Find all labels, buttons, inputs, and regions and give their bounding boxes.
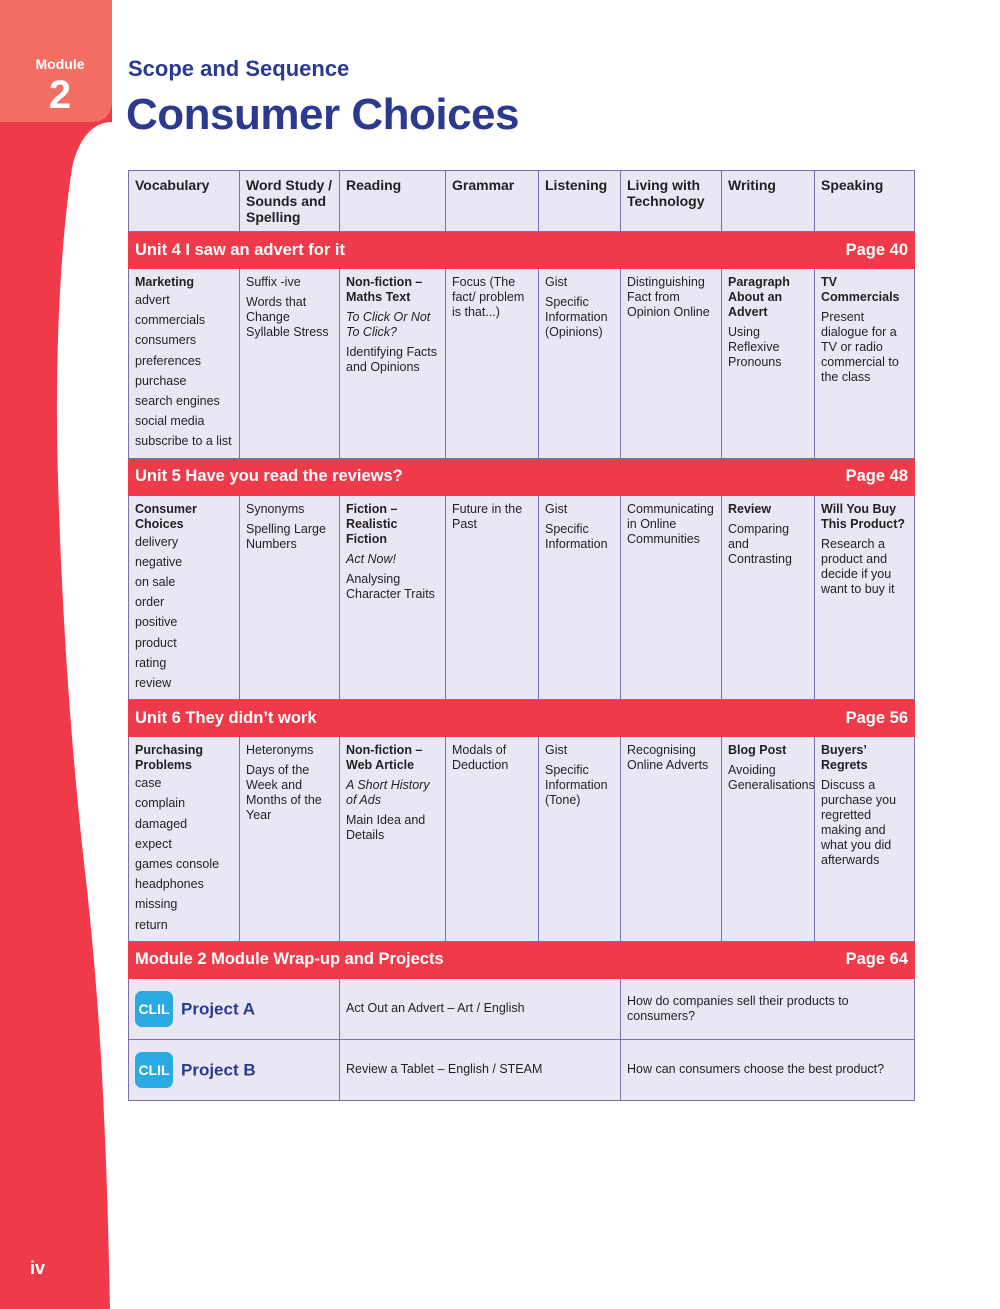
speaking-cell <box>815 269 915 459</box>
listening-item: Specific Information (Opinions) <box>545 295 608 339</box>
project-name-cell <box>129 1039 340 1100</box>
reading-cell <box>340 269 446 459</box>
speaking-cell <box>815 737 915 942</box>
project-activity: Act Out an Advert – Art / English <box>340 978 621 1039</box>
sidebar-decoration <box>0 0 112 1309</box>
writing-skill: Avoiding Generalisations <box>728 763 815 793</box>
page-subtitle: Scope and Sequence <box>128 56 350 81</box>
vocabulary-word: positive <box>135 615 178 630</box>
vocabulary-word: preferences <box>135 353 202 368</box>
writing-cell <box>722 495 815 700</box>
unit-title: Unit 5 Have you read the reviews? <box>135 467 403 486</box>
vocabulary-word: search engines <box>135 394 220 409</box>
vocabulary-topic: Marketing <box>135 275 195 289</box>
word-study-item: Synonyms <box>246 501 305 516</box>
grammar-item: Modals of Deduction <box>452 743 509 773</box>
word-study-item: Spelling Large Numbers <box>246 521 326 551</box>
vocabulary-word: rating <box>135 655 167 670</box>
vocabulary-word: review <box>135 676 172 691</box>
word-study-item: Suffix -ive <box>246 275 301 289</box>
word-study-cell <box>240 495 340 700</box>
speaking-text: Present dialogue for a TV or radio commercial to the class <box>821 310 899 384</box>
vocabulary-topic: Purchasing Problems <box>135 743 204 773</box>
word-study-item: Words that Change Syllable Stress <box>246 295 329 339</box>
unit-row <box>129 269 915 459</box>
technology-item: Recognising Online Adverts <box>627 743 709 773</box>
scope-table <box>128 170 915 1101</box>
vocabulary-word: consumers <box>135 333 197 348</box>
vocabulary-word: return <box>135 917 168 932</box>
reading-title: To Click Or Not To Click? <box>346 310 431 339</box>
writing-cell <box>722 737 815 942</box>
clil-badge-icon: CLIL <box>135 1052 173 1088</box>
reading-skill: Main Idea and Details <box>346 813 426 843</box>
vocabulary-cell <box>129 737 240 942</box>
vocabulary-word: complain <box>135 796 186 811</box>
listening-cell <box>539 495 621 700</box>
module-label: Module <box>35 56 85 72</box>
vocabulary-word: subscribe to a list <box>135 434 232 449</box>
writing-task: Review <box>728 501 772 516</box>
vocabulary-word: expect <box>135 836 172 851</box>
reading-genre: Fiction – Realistic Fiction <box>346 501 398 546</box>
grammar-item: Future in the Past <box>452 501 523 531</box>
column-header: Listening <box>539 171 621 232</box>
wrapup-header <box>129 941 915 978</box>
reading-title: Act Now! <box>346 551 397 566</box>
project-row <box>129 1039 915 1100</box>
unit-page: Page 56 <box>845 708 908 727</box>
vocabulary-word: delivery <box>135 534 179 549</box>
column-header: Grammar <box>446 171 539 232</box>
vocabulary-word: on sale <box>135 575 176 590</box>
unit-header <box>129 458 915 495</box>
reading-skill: Identifying Facts and Opinions <box>346 345 438 374</box>
unit-title: Unit 4 I saw an advert for it <box>135 240 345 259</box>
reading-skill: Analysing Character Traits <box>346 571 435 601</box>
technology-item: Distinguishing Fact from Opinion Online <box>627 275 710 319</box>
vocabulary-word: commercials <box>135 313 206 328</box>
vocabulary-word: headphones <box>135 877 204 892</box>
speaking-task: Will You Buy This Product? <box>821 501 906 531</box>
project-name: Project B <box>181 1060 256 1080</box>
unit-title: Unit 6 They didn’t work <box>135 708 317 727</box>
column-header: Vocabulary <box>129 171 240 232</box>
column-header-row <box>129 171 915 232</box>
project-question: How do companies sell their products to consumers? <box>621 978 915 1039</box>
grammar-cell <box>446 495 539 700</box>
speaking-text: Discuss a purchase you regretted making and what you did afterwards <box>821 778 897 868</box>
unit-header <box>129 232 915 269</box>
listening-item: Gist <box>545 501 568 516</box>
vocabulary-word: damaged <box>135 816 188 831</box>
writing-cell <box>722 269 815 459</box>
page-title: Consumer Choices <box>126 90 519 139</box>
reading-cell <box>340 495 446 700</box>
module-number: 2 <box>48 73 72 117</box>
project-question: How can consumers choose the best product? <box>621 1039 915 1100</box>
vocabulary-word: negative <box>135 554 183 569</box>
speaking-cell <box>815 495 915 700</box>
vocabulary-word: social media <box>135 414 205 429</box>
listening-item: Specific Information <box>545 521 608 551</box>
listening-item: Specific Information (Tone) <box>545 763 608 808</box>
grammar-cell <box>446 737 539 942</box>
speaking-text: Research a product and decide if you want to buy it <box>821 536 895 596</box>
unit-page: Page 40 <box>845 240 908 259</box>
writing-skill: Comparing and Contrasting <box>728 521 792 566</box>
project-activity: Review a Tablet – English / STEAM <box>340 1039 621 1100</box>
vocabulary-word: games console <box>135 857 220 872</box>
project-name-cell <box>129 978 340 1039</box>
vocabulary-word: product <box>135 635 177 650</box>
reading-genre: Non-fiction – Web Article <box>346 743 423 773</box>
grammar-cell <box>446 269 539 459</box>
column-header: Word Study / Sounds and Spelling <box>240 171 340 232</box>
word-study-item: Days of the Week and Months of the Year <box>246 763 322 823</box>
column-header: Speaking <box>815 171 915 232</box>
writing-task: Blog Post <box>728 743 787 758</box>
listening-cell <box>539 737 621 942</box>
technology-cell <box>621 269 722 459</box>
unit-header <box>129 700 915 737</box>
clil-badge-icon: CLIL <box>135 991 173 1027</box>
grammar-item: Focus (The fact/ problem is that...) <box>452 275 525 319</box>
reading-cell <box>340 737 446 942</box>
wrapup-title: Module 2 Module Wrap-up and Projects <box>135 950 444 969</box>
vocabulary-word: purchase <box>135 373 187 388</box>
reading-genre: Non-fiction – Maths Text <box>346 275 423 304</box>
module-tab <box>0 0 112 122</box>
writing-skill: Using Reflexive Pronouns <box>728 325 782 369</box>
listening-item: Gist <box>545 743 568 758</box>
vocabulary-word: missing <box>135 897 178 912</box>
word-study-cell <box>240 269 340 459</box>
vocabulary-word: case <box>135 776 162 791</box>
technology-item: Communicating in Online Communities <box>627 501 714 546</box>
column-header: Reading <box>340 171 446 232</box>
unit-page: Page 48 <box>845 467 908 486</box>
listening-cell <box>539 269 621 459</box>
speaking-task: TV Commercials <box>821 275 900 304</box>
vocabulary-word: advert <box>135 293 170 307</box>
unit-row <box>129 737 915 942</box>
unit-row <box>129 495 915 700</box>
wrapup-page: Page 64 <box>845 950 908 969</box>
column-header: Living with Technology <box>621 171 722 232</box>
column-header: Writing <box>722 171 815 232</box>
word-study-item: Heteronyms <box>246 743 314 758</box>
vocabulary-cell <box>129 269 240 459</box>
technology-cell <box>621 495 722 700</box>
word-study-cell <box>240 737 340 942</box>
page-number: iv <box>30 1258 46 1278</box>
project-name: Project A <box>181 999 256 1019</box>
reading-title: A Short History of Ads <box>346 778 430 808</box>
project-row <box>129 978 915 1039</box>
technology-cell <box>621 737 722 942</box>
speaking-task: Buyers’ Regrets <box>821 743 868 773</box>
vocabulary-topic: Consumer Choices <box>135 501 197 531</box>
writing-task: Paragraph About an Advert <box>728 275 790 319</box>
listening-item: Gist <box>545 275 568 289</box>
vocabulary-word: order <box>135 595 165 610</box>
vocabulary-cell <box>129 495 240 700</box>
